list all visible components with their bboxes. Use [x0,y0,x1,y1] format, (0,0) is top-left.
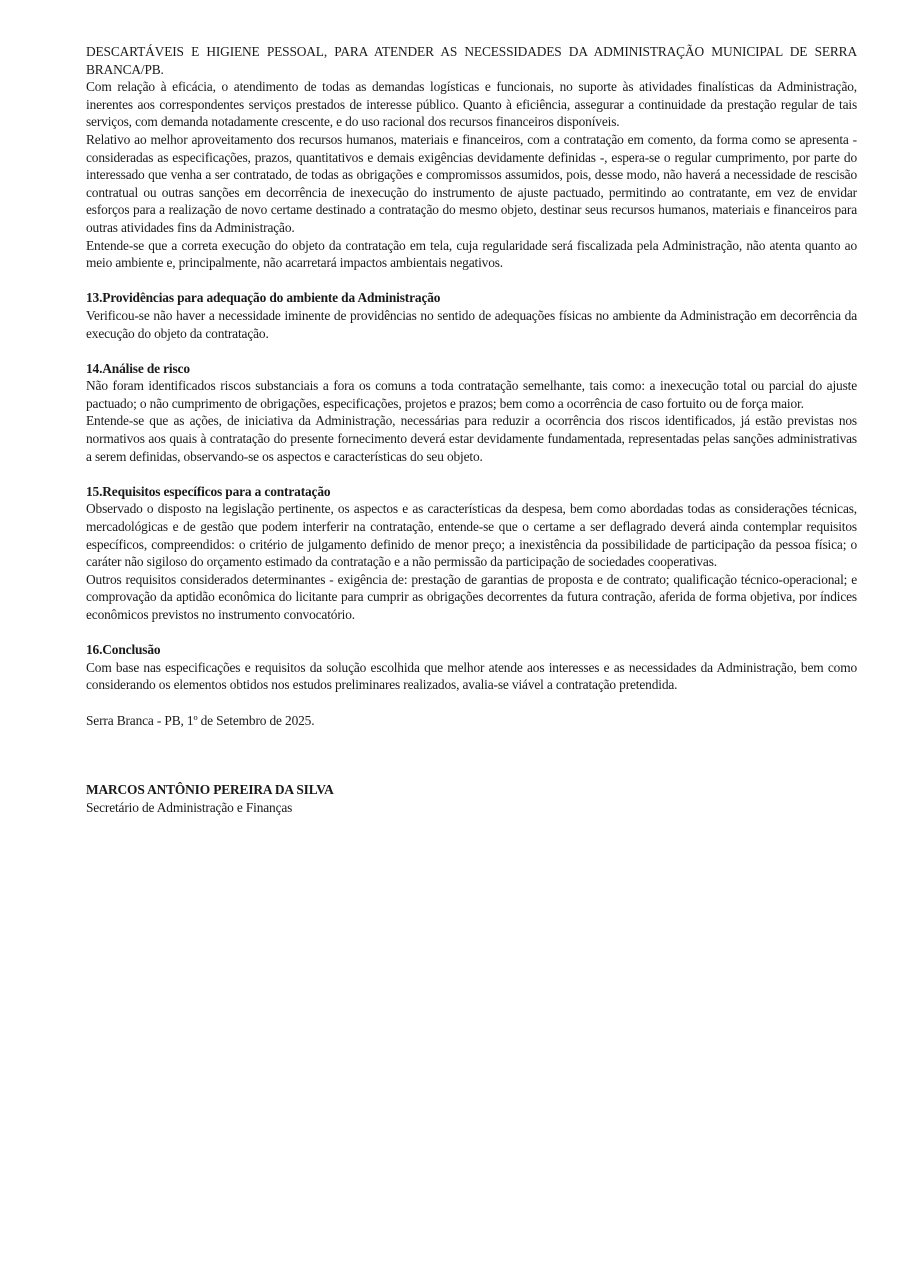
intro-paragraph: Entende-se que a correta execução do objeto da contratação em tela, cuja regularidade será fiscalizada pela Administração, não atenta quanto ao meio ambiente e, principalmente, não acarretará impactos ambientais negativos. [86,237,857,271]
section-heading-14: 14.Análise de risco [86,360,190,376]
section-paragraph: Verificou-se não haver a necessidade iminente de providências no sentido de adequações físicas no ambiente da Administração em decorrência da execução do objeto da contratação. [86,307,857,341]
section-paragraph: Com base nas especificações e requisitos da solução escolhida que melhor atende aos interesses e as necessidades da Administração, bem como considerando os elementos obtidos nos estudos preliminares realizados, avalia-se viável a contratação pretendida. [86,659,857,693]
intro-paragraph: DESCARTÁVEIS E HIGIENE PESSOAL, PARA ATENDER AS NECESSIDADES DA ADMINISTRAÇÃO MUNICIPAL DE SERRA BRANCA/PB. [86,44,857,77]
section-heading-15: 15.Requisitos específicos para a contratação [86,483,331,499]
signatory-role: Secretário de Administração e Finanças [86,799,293,815]
section-heading-13: 13.Providências para adequação do ambiente da Administração [86,290,441,306]
document-page [86,43,857,816]
signatory-name: MARCOS ANTÔNIO PEREIRA DA SILVA [86,782,334,798]
intro-paragraph: Relativo ao melhor aproveitamento dos recursos humanos, materiais e financeiros, com a contratação em comento, da forma como se apresenta - consideradas as especificações, prazos, quantitativos e demais exigências devidamente definidas -, espera-se o regular cumprimento, por parte do interessado que venha a ser contratado, de todas as obrigações e compromissos assumidos, pois, desse modo, não haverá a necessidade de rescisão contratual ou outras sanções em decorrência de inexecução do instrumento de ajuste pactuado, permitindo ao contratante, em vez de envidar esforços para a realização de novo certame destinado a contratação do mesmo objeto, destinar seus recursos humanos, materiais e financeiros para outras atividades fins da Administração. [86,131,857,235]
intro-paragraph: Com relação à eficácia, o atendimento de todas as demandas logísticas e funcionais, no suporte às atividades finalísticas da Administração, inerentes aos correspondentes serviços prestados de interesse público. Quanto à eficiência, assegurar a continuidade da prestação regular de tais serviços, com demanda notadamente crescente, e do uso racional dos recursos financeiros disponíveis. [86,79,857,130]
place-date: Serra Branca - PB, 1º de Setembro de 2025. [86,712,315,728]
section-paragraph: Entende-se que as ações, de iniciativa da Administração, necessárias para reduzir a ocorrência dos riscos identificados, já estão previstas nos normativos aos quais à contratação do presente fornecimento deverá estar devidamente fundamentada, representadas pelas sanções administrativas a serem definidas, observando-se os aspectos e características do seu objeto. [86,413,857,464]
section-paragraph: Não foram identificados riscos substanciais a fora os comuns a toda contratação semelhante, tais como: a inexecução total ou parcial do ajuste pactuado; o não cumprimento de obrigações, especificações, projetos e prazos; bem como a ocorrência de caso fortuito ou de força maior. [86,378,857,411]
section-heading-16: 16.Conclusão [86,642,161,658]
section-paragraph: Outros requisitos considerados determinantes - exigência de: prestação de garantias de proposta e de contrato; qualificação técnico-operacional; e comprovação da aptidão econômica do licitante para cumprir as obrigações decorrentes da futura contração, aferida de forma objetiva, por índices econômicos previstos no instrumento convocatório. [86,571,857,622]
section-paragraph: Observado o disposto na legislação pertinente, os aspectos e as características da despesa, bem como abordadas todas as considerações técnicas, mercadológicas e de gestão que podem interferir na contratação, entende-se que o certame a ser deflagrado deverá ainda contemplar requisitos específicos, compreendidos: o critério de julgamento definido de menor preço; a inexistência da possibilidade de participação da pessoa física; o caráter não sigiloso do orçamento estimado da contratação e a não permissão da participação de sociedades cooperativas. [86,501,857,570]
